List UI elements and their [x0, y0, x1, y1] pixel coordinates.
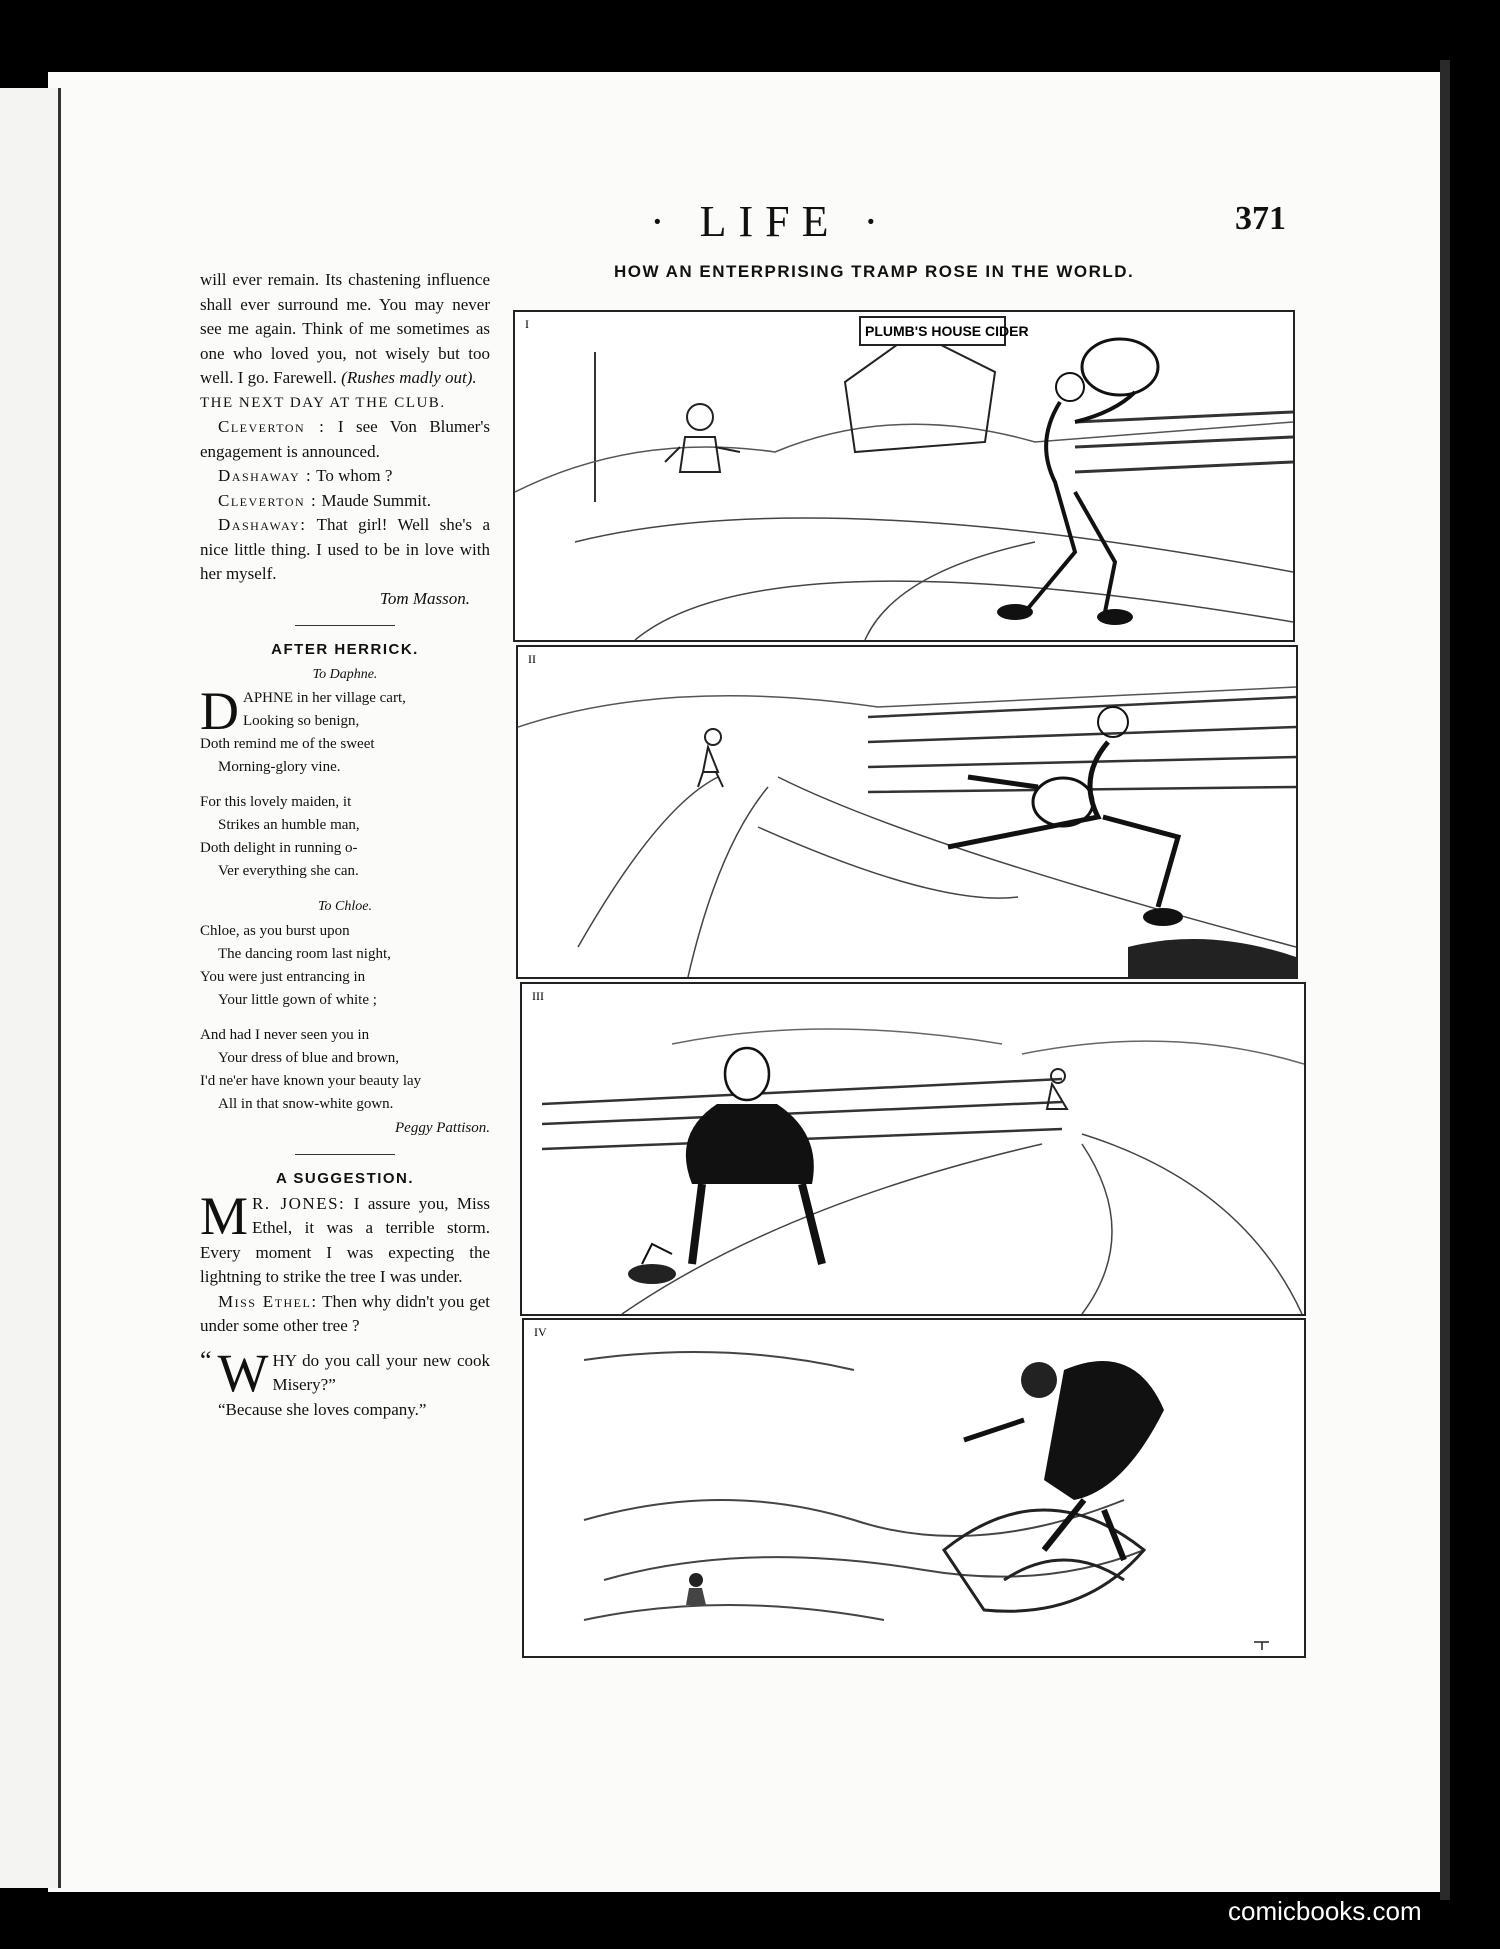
joke-answer: “Because she loves company.”	[218, 1399, 427, 1419]
panel-number: II	[528, 652, 536, 666]
poem-line: Ver everything she can.	[218, 863, 359, 879]
facing-page-edge	[0, 88, 61, 1888]
poem-line: You were just entrancing in	[200, 968, 366, 985]
comic-panel-3	[520, 982, 1306, 1316]
watermark: comicbooks.com	[1228, 1896, 1422, 1926]
panel-4-illustration	[524, 1320, 1304, 1656]
comic-panel-2	[516, 645, 1298, 979]
poem-subtitle: To Chloe.	[318, 899, 372, 914]
poem-line: Chloe, as you burst upon	[200, 922, 350, 939]
poem-line: I'd ne'er have known your beauty lay	[200, 1072, 422, 1089]
poem-line: Your dress of blue and brown,	[218, 1049, 399, 1066]
poem-daphne	[200, 681, 490, 883]
dialogue-line: Dashaway: That girl! Well she's a nice little thing. I used to be in love with her myself.	[200, 515, 490, 583]
comic-panel-1	[513, 310, 1295, 642]
text-column	[200, 268, 490, 1422]
divider	[295, 1154, 395, 1155]
dialogue-line: Cleverton : Maude Summit.	[218, 490, 432, 510]
panel-2-illustration	[518, 647, 1296, 977]
poem-line: The dancing room last night,	[218, 945, 391, 962]
cider-house-sign: PLUMB'S HOUSE CIDER	[865, 323, 1029, 339]
binding-shadow	[1440, 60, 1450, 1900]
panel-number: IV	[534, 1325, 547, 1339]
dialogue-paragraph: M R. JONES: I assure you, Miss Ethel, it was a terrible storm. Every moment I was expecting the lightning to strike the tree I was under.	[200, 1185, 490, 1286]
poem-line: Doth delight in running o-	[200, 840, 358, 856]
comic-panel-4	[522, 1318, 1306, 1658]
section-title: AFTER HERRICK.	[271, 641, 419, 658]
section-title: A SUGGESTION.	[275, 1170, 415, 1187]
scene-heading: THE NEXT DAY AT THE CLUB.	[200, 394, 446, 411]
panel-1-illustration	[515, 312, 1293, 640]
dialogue-paragraph: will ever remain. Its chastening influence shall ever surround me. You may never see me again. Think of me sometimes as one who loved you, not wisely but too well. I go. Farewell. (Rushes madly out).	[200, 270, 490, 387]
comic-strip-title: HOW AN ENTERPRISING TRAMP ROSE IN THE WORLD.	[614, 262, 1135, 281]
panel-number: I	[525, 317, 529, 331]
dialogue-line: Dashaway : To whom ?	[218, 466, 393, 485]
poem-line: DAPHNE in her village cart,	[200, 681, 406, 741]
drop-cap: D	[200, 681, 239, 741]
divider	[295, 625, 395, 626]
panel-number: III	[532, 989, 544, 1003]
drop-cap: M	[200, 1185, 249, 1246]
poem-line: Your little gown of white ;	[218, 991, 377, 1008]
poem-line: Doth remind me of the sweet	[200, 736, 375, 752]
poem-line: Looking so benign,	[243, 713, 360, 729]
poem-line: All in that snow-white gown.	[218, 1095, 394, 1112]
poem-line: And had I never seen you in	[200, 1026, 370, 1043]
poem-line: Morning-glory vine.	[218, 759, 341, 775]
dialogue-line: Cleverton : I see Von Blumer's engagement is announced.	[200, 417, 490, 461]
poem-line: For this lovely maiden, it	[200, 794, 352, 810]
masthead-title: · LIFE ·	[650, 197, 891, 246]
poem-chloe	[200, 920, 490, 1116]
byline: Peggy Pattison.	[395, 1119, 490, 1136]
poem-subtitle: To Daphne.	[312, 666, 378, 682]
byline: Tom Masson.	[379, 588, 470, 608]
joke-paragraph: “ W HY do you call your new cook Misery?”	[200, 1342, 490, 1403]
poem-line: Strikes an humble man,	[218, 817, 360, 833]
panel-3-illustration	[522, 984, 1304, 1314]
drop-cap: W	[217, 1342, 269, 1403]
dialogue-paragraph: Miss Ethel: Then why didn't you get under some other tree ?	[200, 1291, 490, 1335]
page-number: 371	[1235, 200, 1286, 237]
